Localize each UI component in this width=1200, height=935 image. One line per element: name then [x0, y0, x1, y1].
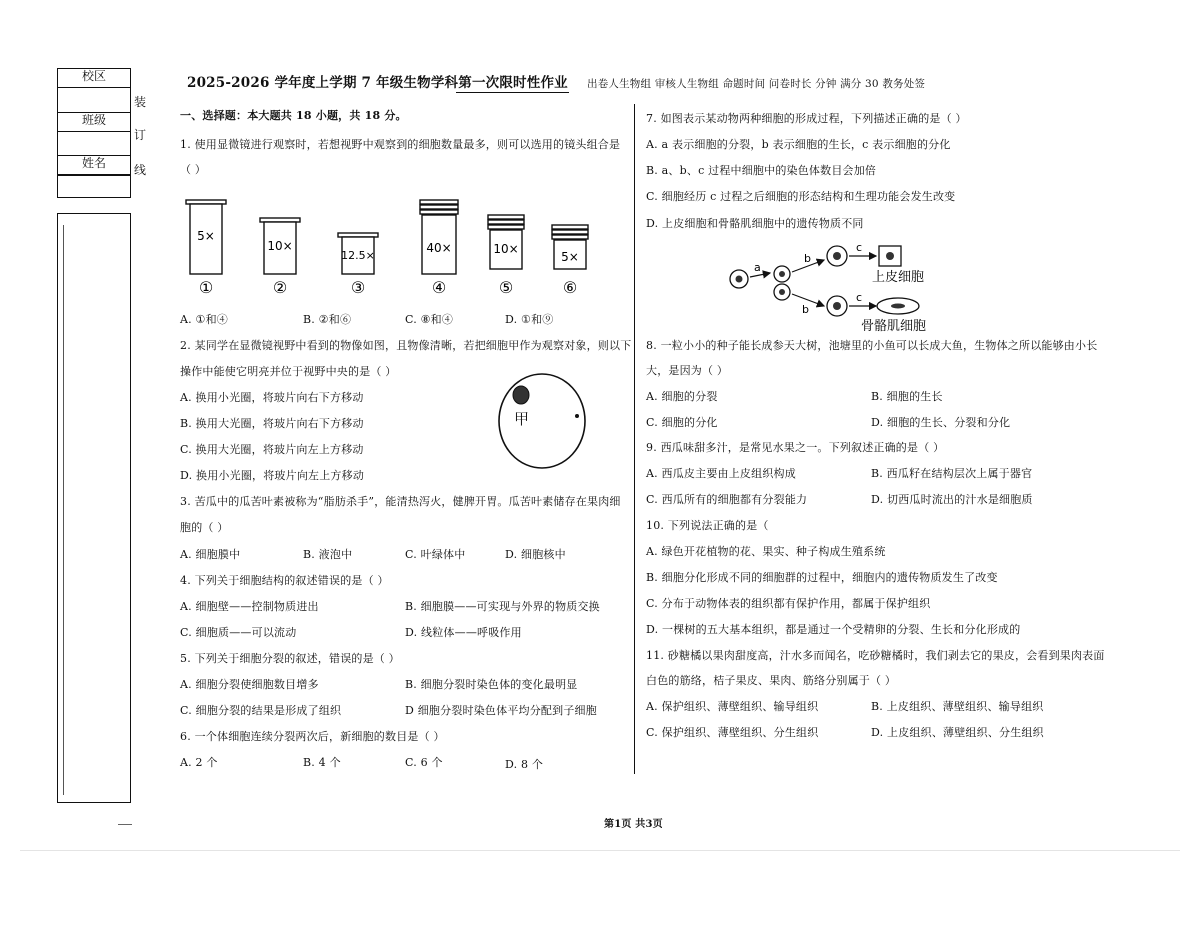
lens-1-num: ① — [198, 278, 214, 297]
q1-stem: 1. 使用显微镜进行观察时，若想视野中观察到的细胞数量最多，则可以选用的镜头组合是 — [180, 138, 621, 151]
q3-option-c[interactable]: C. 叶绿体中 — [405, 548, 466, 561]
q2-stem-line1: 2. 某同学在显微镜视野中看到的物像如图，且物像清晰，若把细胞甲作为观察对象，则以下 — [180, 339, 632, 352]
q1-option-c[interactable]: C. ⑧和④ — [405, 313, 454, 326]
cell-jia — [513, 386, 529, 404]
q7-option-a[interactable]: A. a 表示细胞的分裂，b 表示细胞的生长，c 表示细胞的分化 — [646, 138, 951, 151]
q10-option-b[interactable]: B. 细胞分化形成不同的细胞群的过程中，细胞内的遗传物质发生了改变 — [646, 571, 998, 584]
q6-option-d[interactable]: D. 8 个 — [505, 758, 544, 771]
q4-option-b[interactable]: B. 细胞膜——可实现与外界的物质交换 — [405, 600, 600, 613]
q1-option-a[interactable]: A. ①和④ — [180, 313, 228, 326]
binding-blank-box — [57, 213, 131, 803]
q1-lens-figure — [178, 195, 598, 300]
field-campus-label: 校区 — [81, 69, 106, 83]
lens-5-mag: 10× — [493, 242, 519, 256]
q4-stem: 4. 下列关于细胞结构的叙述错误的是（ ） — [180, 574, 389, 587]
q9-stem: 9. 西瓜味甜多汁，是常见水果之一。下列叙述正确的是（ ） — [646, 441, 945, 454]
page-number: 第1页 共3页 — [604, 819, 663, 830]
page-bottom-edge — [20, 850, 1180, 851]
q9-option-c[interactable]: C. 西瓜所有的细胞都有分裂能力 — [646, 493, 808, 506]
q11-option-b[interactable]: B. 上皮组织、薄壁组织、输导组织 — [871, 700, 1044, 713]
binding-mark-xian: 线 — [134, 163, 147, 177]
section-heading: 一、选择题：本大题共 18 小题，共 18 分。 — [180, 109, 407, 122]
q6-stem: 6. 一个体细胞连续分裂两次后，新细胞的数目是（ ） — [180, 730, 445, 743]
binding-divider — [57, 175, 131, 176]
q3-option-d[interactable]: D. 细胞核中 — [505, 548, 566, 561]
field-campus[interactable] — [57, 68, 131, 88]
cell-jia-label: 甲 — [514, 410, 530, 428]
muscle-cell-label: 骨骼肌细胞 — [861, 319, 927, 334]
q3-stem-line2: 胞的（ ） — [180, 521, 229, 534]
q5-stem: 5. 下列关于细胞分裂的叙述，错误的是（ ） — [180, 652, 400, 665]
q10-option-d[interactable]: D. 一棵树的五大基本组织，都是通过一个受精卵的分裂、生长和分化形成的 — [646, 623, 1021, 636]
lens-3-num: ③ — [350, 278, 366, 297]
q5-option-c[interactable]: C. 细胞分裂的结果是形成了组织 — [180, 704, 342, 717]
epithelial-cell-label: 上皮细胞 — [872, 270, 925, 285]
step-b-label-upper: b — [804, 252, 811, 265]
q10-option-c[interactable]: C. 分布于动物体表的组织都有保护作用，都属于保护组织 — [646, 597, 931, 610]
q1-option-b[interactable]: B. ②和⑥ — [303, 313, 352, 326]
q2-option-c[interactable]: C. 换用大光圈，将玻片向左上方移动 — [180, 443, 364, 456]
q7-option-c[interactable]: C. 细胞经历 c 过程之后细胞的形态结构和生理功能会发生改变 — [646, 190, 956, 203]
q2-field-of-view — [495, 370, 595, 475]
step-c-label-upper: c — [856, 241, 863, 254]
step-b-label-lower: b — [802, 303, 809, 316]
q2-option-a[interactable]: A. 换用小光圈，将玻片向右下方移动 — [180, 391, 364, 404]
binding-inner-line — [63, 225, 64, 795]
q1-paren: （ ） — [180, 163, 207, 176]
q8-option-c[interactable]: C. 细胞的分化 — [646, 416, 718, 429]
q7-option-d[interactable]: D. 上皮细胞和骨骼肌细胞中的遗传物质不同 — [646, 217, 864, 230]
q2-option-d[interactable]: D. 换用小光圈，将玻片向左上方移动 — [180, 469, 365, 482]
q5-option-d[interactable]: D 细胞分裂时染色体平均分配到子细胞 — [405, 704, 597, 717]
binding-bottom-mark — [118, 824, 132, 825]
binding-mark-ding: 订 — [134, 128, 147, 142]
exam-title: 2025-2026 学年度上学期 7 年级生物学科第一次限时性作业 — [187, 75, 568, 91]
lens-2-mag: 10× — [267, 239, 293, 253]
field-class[interactable] — [57, 112, 131, 132]
q1-option-d[interactable]: D. ①和⑨ — [505, 313, 554, 326]
q11-option-c[interactable]: C. 保护组织、薄壁组织、分生组织 — [646, 726, 819, 739]
q8-option-d[interactable]: D. 细胞的生长、分裂和分化 — [871, 416, 1011, 429]
q8-option-b[interactable]: B. 细胞的生长 — [871, 390, 943, 403]
field-name-label: 姓名 — [81, 156, 106, 170]
step-a-label: a — [754, 261, 761, 274]
q6-option-a[interactable]: A. 2 个 — [180, 756, 218, 769]
q7-option-b[interactable]: B. a、b、c 过程中细胞中的染色体数目会加倍 — [646, 164, 877, 177]
lens-4-num: ④ — [431, 278, 447, 297]
q6-option-c[interactable]: C. 6 个 — [405, 756, 443, 769]
binding-mark-zhuang: 装 — [134, 95, 147, 109]
lens-5-num: ⑤ — [498, 278, 514, 297]
q11-option-d[interactable]: D. 上皮组织、薄壁组织、分生组织 — [871, 726, 1044, 739]
q9-option-d[interactable]: D. 切西瓜时流出的汁水是细胞质 — [871, 493, 1033, 506]
q10-stem: 10. 下列说法正确的是（ — [646, 519, 769, 532]
q5-option-b[interactable]: B. 细胞分裂时染色体的变化最明显 — [405, 678, 578, 691]
q7-cell-diagram — [720, 236, 960, 334]
step-c-label-lower: c — [856, 291, 863, 304]
q8-option-a[interactable]: A. 细胞的分裂 — [646, 390, 718, 403]
q11-stem-line1: 11. 砂糖橘以果肉甜度高，汁水多而闻名，吃砂糖橘时，我们剥去它的果皮，会看到果肉表面 — [646, 649, 1105, 662]
q6-option-b[interactable]: B. 4 个 — [303, 756, 341, 769]
q7-stem: 7. 如图表示某动物两种细胞的形成过程，下列描述正确的是（ ） — [646, 112, 967, 125]
q4-option-a[interactable]: A. 细胞壁——控制物质进出 — [180, 600, 319, 613]
q11-stem-line2: 白色的筋络，桔子果皮、果肉、筋络分别属于（ ） — [646, 674, 897, 687]
column-divider — [634, 104, 635, 774]
q2-stem-line2: 操作中能使它明亮并位于视野中央的是（ ） — [180, 365, 397, 378]
lens-6-mag: 5× — [561, 250, 579, 264]
q3-option-a[interactable]: A. 细胞膜中 — [180, 548, 241, 561]
lens-1-mag: 5× — [197, 229, 215, 243]
field-class-label: 班级 — [81, 113, 106, 127]
q3-option-b[interactable]: B. 液泡中 — [303, 548, 353, 561]
field-name[interactable] — [57, 155, 131, 175]
lens-4-mag: 40× — [426, 241, 452, 255]
q3-stem-line1: 3. 苦瓜中的瓜苦叶素被称为“脂肪杀手”，能清热泻火，健脾开胃。瓜苦叶素储存在果肉细 — [180, 495, 621, 508]
title-underline — [456, 92, 569, 93]
lens-3-mag: 12.5× — [341, 249, 375, 262]
lens-4 — [420, 200, 458, 274]
q4-option-c[interactable]: C. 细胞质——可以流动 — [180, 626, 297, 639]
q10-option-a[interactable]: A. 绿色开花植物的花、果实、种子构成生殖系统 — [646, 545, 886, 558]
q9-option-b[interactable]: B. 西瓜籽在结构层次上属于器官 — [871, 467, 1033, 480]
exam-meta: 出卷人生物组 审核人生物组 命题时间 问卷时长 分钟 满分 30 教务处签 — [587, 78, 926, 90]
q8-stem-line2: 大，是因为（ ） — [646, 364, 729, 377]
q8-stem-line1: 8. 一粒小小的种子能长成参天大树，池塘里的小鱼可以长成大鱼，生物体之所以能够由小长 — [646, 339, 1098, 352]
q2-option-b[interactable]: B. 换用大光圈，将玻片向右下方移动 — [180, 417, 364, 430]
q11-option-a[interactable]: A. 保护组织、薄壁组织、输导组织 — [646, 700, 819, 713]
q5-option-a[interactable]: A. 细胞分裂使细胞数目增多 — [180, 678, 319, 691]
lens-6-num: ⑥ — [562, 278, 578, 297]
q9-option-a[interactable]: A. 西瓜皮主要由上皮组织构成 — [646, 467, 796, 480]
q4-option-d[interactable]: D. 线粒体——呼吸作用 — [405, 626, 522, 639]
lens-2-num: ② — [272, 278, 288, 297]
